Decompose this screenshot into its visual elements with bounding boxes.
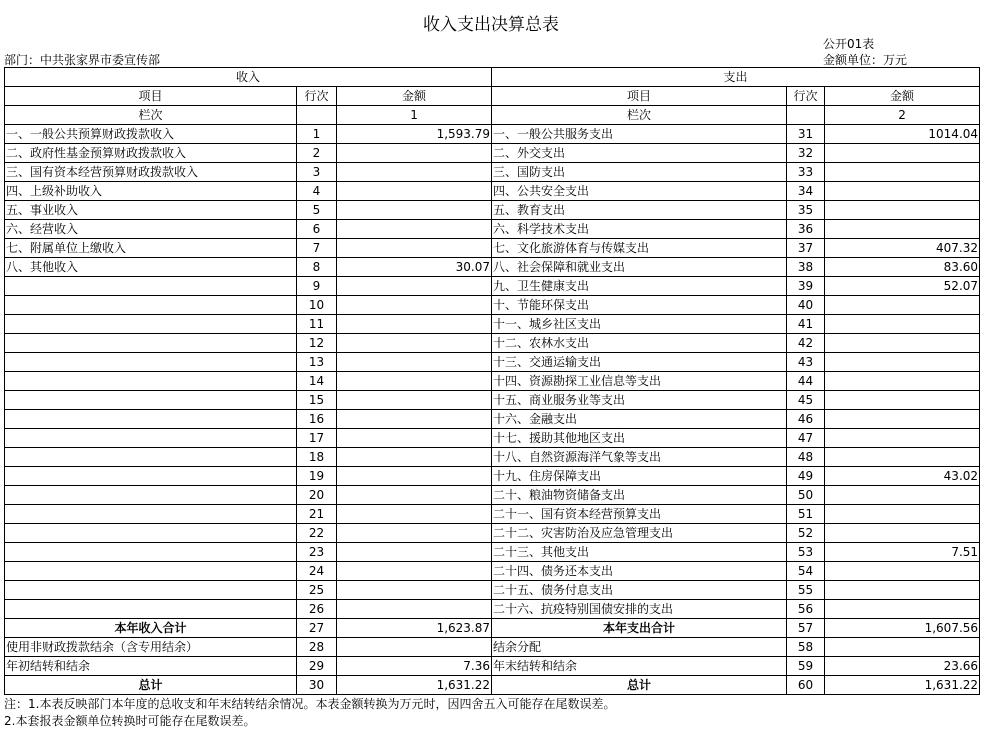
income-row-no-cell: 23 [297, 543, 337, 562]
income-amount-cell [337, 505, 492, 524]
income-item-cell [5, 277, 297, 296]
income-item-cell [5, 505, 297, 524]
income-row-no-cell: 4 [297, 182, 337, 201]
income-amount-cell: 1,631.22 [337, 676, 492, 695]
expense-row-no-cell: 52 [787, 524, 825, 543]
expense-amount-cell: 407.32 [825, 239, 980, 258]
income-row-no-cell: 28 [297, 638, 337, 657]
table-row [5, 239, 980, 258]
expense-item-cell: 二、外交支出 [492, 144, 787, 163]
expense-amount-cell [825, 524, 980, 543]
income-row-no-cell: 19 [297, 467, 337, 486]
income-amount-cell: 30.07 [337, 258, 492, 277]
income-item-cell: 五、事业收入 [5, 201, 297, 220]
income-amount-cell [337, 220, 492, 239]
income-item-cell: 年初结转和结余 [5, 657, 297, 676]
income-item-cell [5, 581, 297, 600]
expense-amount-cell [825, 505, 980, 524]
table-row [5, 562, 980, 581]
income-row-no-cell: 1 [297, 125, 337, 144]
expense-row-no-cell: 51 [787, 505, 825, 524]
table-row [5, 372, 980, 391]
expense-row-no-cell: 32 [787, 144, 825, 163]
income-row-no-cell: 14 [297, 372, 337, 391]
expense-item-cell: 十一、城乡社区支出 [492, 315, 787, 334]
expense-item-cell: 二十一、国有资本经营预算支出 [492, 505, 787, 524]
income-item-cell [5, 562, 297, 581]
income-row-no-cell: 21 [297, 505, 337, 524]
income-row-no-cell: 9 [297, 277, 337, 296]
table-row [5, 258, 980, 277]
income-item-cell: 二、政府性基金预算财政拨款收入 [5, 144, 297, 163]
expense-row-no-cell: 60 [787, 676, 825, 695]
income-amount-cell [337, 315, 492, 334]
income-item-cell [5, 429, 297, 448]
table-row [5, 410, 980, 429]
expense-amount-cell [825, 429, 980, 448]
expense-item-cell: 三、国防支出 [492, 163, 787, 182]
table-row [5, 315, 980, 334]
expense-amount-cell: 1014.04 [825, 125, 980, 144]
expense-amount-cell [825, 638, 980, 657]
table-row [5, 638, 980, 657]
table-row [5, 524, 980, 543]
expense-header: 支出 [492, 68, 980, 87]
expense-row-no-cell: 57 [787, 619, 825, 638]
expense-row-no-cell: 49 [787, 467, 825, 486]
expense-amount-cell [825, 163, 980, 182]
expense-item-cell: 十七、援助其他地区支出 [492, 429, 787, 448]
income-amount-cell [337, 391, 492, 410]
column-header-row [5, 87, 980, 106]
expense-amount-cell [825, 296, 980, 315]
table-row [5, 144, 980, 163]
table-row [5, 125, 980, 144]
expense-item-cell: 十五、商业服务业等支出 [492, 391, 787, 410]
table-row [5, 486, 980, 505]
income-row-no-cell: 2 [297, 144, 337, 163]
income-item-cell: 总计 [5, 676, 297, 695]
income-row-no-cell: 12 [297, 334, 337, 353]
income-amount-cell [337, 163, 492, 182]
table-row [5, 429, 980, 448]
income-row-no-cell: 15 [297, 391, 337, 410]
expense-amount-cell: 43.02 [825, 467, 980, 486]
income-item-cell [5, 524, 297, 543]
income-row-no-header: 行次 [297, 87, 337, 106]
expense-row-no-cell: 58 [787, 638, 825, 657]
income-amount-cell [337, 410, 492, 429]
income-item-cell: 本年收入合计 [5, 619, 297, 638]
expense-row-no-cell: 45 [787, 391, 825, 410]
income-amount-cell [337, 486, 492, 505]
expense-item-cell: 七、文化旅游体育与传媒支出 [492, 239, 787, 258]
expense-amount-cell [825, 581, 980, 600]
expense-amount-cell: 1,631.22 [825, 676, 980, 695]
expense-item-cell: 十三、交通运输支出 [492, 353, 787, 372]
expense-item-cell: 二十六、抗疫特别国债安排的支出 [492, 600, 787, 619]
expense-row-no-cell: 34 [787, 182, 825, 201]
table-row [5, 353, 980, 372]
income-row-no-cell: 6 [297, 220, 337, 239]
income-row-no-cell: 13 [297, 353, 337, 372]
income-amount-cell: 1,593.79 [337, 125, 492, 144]
expense-row-no-cell: 42 [787, 334, 825, 353]
income-row-no-cell: 29 [297, 657, 337, 676]
table-row [5, 391, 980, 410]
expense-row-no-cell: 46 [787, 410, 825, 429]
income-amount-cell: 1,623.87 [337, 619, 492, 638]
income-item-cell [5, 391, 297, 410]
table-row [5, 296, 980, 315]
income-row-no-cell: 8 [297, 258, 337, 277]
table-row [5, 467, 980, 486]
income-row-no-cell: 26 [297, 600, 337, 619]
expense-amount-header: 金额 [825, 87, 980, 106]
expense-amount-cell [825, 448, 980, 467]
expense-item-cell: 二十二、灾害防治及应急管理支出 [492, 524, 787, 543]
income-header: 收入 [5, 68, 492, 87]
expense-amount-cell: 23.66 [825, 657, 980, 676]
expense-row-no-cell: 40 [787, 296, 825, 315]
table-row [5, 657, 980, 676]
income-amount-cell [337, 562, 492, 581]
expense-row-no-cell: 37 [787, 239, 825, 258]
table-row [5, 182, 980, 201]
expense-row-no-cell: 36 [787, 220, 825, 239]
table-row [5, 505, 980, 524]
income-item-cell [5, 372, 297, 391]
expense-row-no-cell: 55 [787, 581, 825, 600]
income-item-cell [5, 296, 297, 315]
income-amount-cell [337, 277, 492, 296]
income-row-no-cell: 18 [297, 448, 337, 467]
income-item-cell: 使用非财政拨款结余（含专用结余） [5, 638, 297, 657]
income-item-cell: 七、附属单位上缴收入 [5, 239, 297, 258]
income-item-cell [5, 486, 297, 505]
expense-column-no-blank [787, 106, 825, 125]
expense-amount-cell [825, 486, 980, 505]
expense-item-cell: 十六、金融支出 [492, 410, 787, 429]
expense-item-cell: 二十四、债务还本支出 [492, 562, 787, 581]
note-2: 2.本套报表金额单位转换时可能存在尾数误差。 [4, 714, 256, 728]
expense-item-cell: 本年支出合计 [492, 619, 787, 638]
expense-item-cell: 年末结转和结余 [492, 657, 787, 676]
income-amount-cell [337, 429, 492, 448]
income-amount-cell [337, 581, 492, 600]
income-amount-cell [337, 296, 492, 315]
table-row [5, 581, 980, 600]
expense-amount-cell [825, 562, 980, 581]
notes [4, 696, 615, 730]
expense-item-cell: 结余分配 [492, 638, 787, 657]
income-row-no-cell: 25 [297, 581, 337, 600]
expense-amount-cell [825, 353, 980, 372]
expense-amount-cell [825, 201, 980, 220]
table-row [5, 277, 980, 296]
expense-amount-cell [825, 334, 980, 353]
income-item-cell: 六、经营收入 [5, 220, 297, 239]
income-item-cell: 三、国有资本经营预算财政拨款收入 [5, 163, 297, 182]
expense-item-cell: 十、节能环保支出 [492, 296, 787, 315]
table-row [5, 220, 980, 239]
income-item-cell [5, 543, 297, 562]
expense-row-no-header: 行次 [787, 87, 825, 106]
expense-row-no-cell: 41 [787, 315, 825, 334]
expense-item-cell: 九、卫生健康支出 [492, 277, 787, 296]
income-row-no-cell: 5 [297, 201, 337, 220]
table-row [5, 619, 980, 638]
expense-column-no: 2 [825, 106, 980, 125]
table-row [5, 600, 980, 619]
income-item-cell [5, 448, 297, 467]
income-column-no: 1 [337, 106, 492, 125]
expense-item-cell: 四、公共安全支出 [492, 182, 787, 201]
table-row [5, 201, 980, 220]
income-row-no-cell: 30 [297, 676, 337, 695]
income-item-cell [5, 315, 297, 334]
expense-amount-cell: 7.51 [825, 543, 980, 562]
expense-amount-cell [825, 182, 980, 201]
income-row-no-cell: 17 [297, 429, 337, 448]
page-title: 收入支出决算总表 [423, 15, 559, 35]
expense-item-cell: 八、社会保障和就业支出 [492, 258, 787, 277]
column-number-row [5, 106, 980, 125]
income-row-no-cell: 20 [297, 486, 337, 505]
expense-item-cell: 二十、粮油物资储备支出 [492, 486, 787, 505]
expense-amount-cell [825, 391, 980, 410]
expense-amount-cell [825, 220, 980, 239]
income-item-cell [5, 353, 297, 372]
income-amount-cell [337, 638, 492, 657]
income-row-no-cell: 27 [297, 619, 337, 638]
expense-amount-cell [825, 372, 980, 391]
expense-row-no-cell: 39 [787, 277, 825, 296]
expense-item-cell: 十二、农林水支出 [492, 334, 787, 353]
income-amount-cell [337, 182, 492, 201]
income-amount-cell [337, 467, 492, 486]
income-row-no-cell: 11 [297, 315, 337, 334]
expense-item-cell: 十八、自然资源海洋气象等支出 [492, 448, 787, 467]
income-item-cell: 八、其他收入 [5, 258, 297, 277]
income-item-cell [5, 410, 297, 429]
expense-row-no-cell: 38 [787, 258, 825, 277]
income-item-cell [5, 467, 297, 486]
unit-label: 金额单位：万元 [823, 53, 908, 67]
table-row [5, 448, 980, 467]
expense-row-no-cell: 50 [787, 486, 825, 505]
income-item-cell [5, 600, 297, 619]
expense-row-no-cell: 53 [787, 543, 825, 562]
income-row-no-cell: 7 [297, 239, 337, 258]
department-label: 部门：中共张家界市委宣传部 [4, 53, 161, 67]
expense-item-cell: 一、一般公共服务支出 [492, 125, 787, 144]
expense-row-no-cell: 31 [787, 125, 825, 144]
income-amount-cell [337, 353, 492, 372]
income-item-cell [5, 334, 297, 353]
expense-amount-cell [825, 410, 980, 429]
expense-row-no-cell: 56 [787, 600, 825, 619]
income-row-no-cell: 3 [297, 163, 337, 182]
income-amount-cell [337, 543, 492, 562]
expense-row-no-cell: 47 [787, 429, 825, 448]
table-row [5, 543, 980, 562]
expense-row-no-cell: 54 [787, 562, 825, 581]
expense-item-cell: 总计 [492, 676, 787, 695]
income-amount-cell [337, 372, 492, 391]
income-item-cell: 四、上级补助收入 [5, 182, 297, 201]
expense-item-cell: 二十三、其他支出 [492, 543, 787, 562]
expense-column-no-label: 栏次 [492, 106, 787, 125]
expense-item-cell: 五、教育支出 [492, 201, 787, 220]
income-expense-table [4, 67, 980, 695]
expense-item-cell: 二十五、债务付息支出 [492, 581, 787, 600]
expense-item-cell: 六、科学技术支出 [492, 220, 787, 239]
expense-amount-cell [825, 315, 980, 334]
expense-amount-cell [825, 144, 980, 163]
form-code: 公开01表 [823, 37, 875, 51]
expense-row-no-cell: 44 [787, 372, 825, 391]
income-column-no-label: 栏次 [5, 106, 297, 125]
expense-amount-cell: 52.07 [825, 277, 980, 296]
income-amount-cell: 7.36 [337, 657, 492, 676]
income-amount-cell [337, 448, 492, 467]
expense-amount-cell: 1,607.56 [825, 619, 980, 638]
expense-row-no-cell: 33 [787, 163, 825, 182]
income-amount-cell [337, 201, 492, 220]
note-1: 注：1.本表反映部门本年度的总收支和年末结转结余情况。本表金额转换为万元时，因四舍五入可能存在尾数误差。 [4, 697, 616, 711]
expense-row-no-cell: 59 [787, 657, 825, 676]
income-amount-cell [337, 144, 492, 163]
income-column-no-blank [297, 106, 337, 125]
income-item-cell: 一、一般公共预算财政拨款收入 [5, 125, 297, 144]
income-amount-cell [337, 239, 492, 258]
table-row [5, 676, 980, 695]
income-amount-cell [337, 600, 492, 619]
income-amount-header: 金额 [337, 87, 492, 106]
table-row [5, 163, 980, 182]
income-row-no-cell: 22 [297, 524, 337, 543]
income-row-no-cell: 16 [297, 410, 337, 429]
income-row-no-cell: 24 [297, 562, 337, 581]
expense-row-no-cell: 43 [787, 353, 825, 372]
expense-row-no-cell: 35 [787, 201, 825, 220]
expense-item-cell: 十九、住房保障支出 [492, 467, 787, 486]
expense-item-cell: 十四、资源勘探工业信息等支出 [492, 372, 787, 391]
income-amount-cell [337, 524, 492, 543]
expense-row-no-cell: 48 [787, 448, 825, 467]
section-header-row [5, 68, 980, 87]
table-row [5, 334, 980, 353]
income-row-no-cell: 10 [297, 296, 337, 315]
expense-amount-cell [825, 600, 980, 619]
income-amount-cell [337, 334, 492, 353]
expense-amount-cell: 83.60 [825, 258, 980, 277]
expense-item-header: 项目 [492, 87, 787, 106]
income-item-header: 项目 [5, 87, 297, 106]
